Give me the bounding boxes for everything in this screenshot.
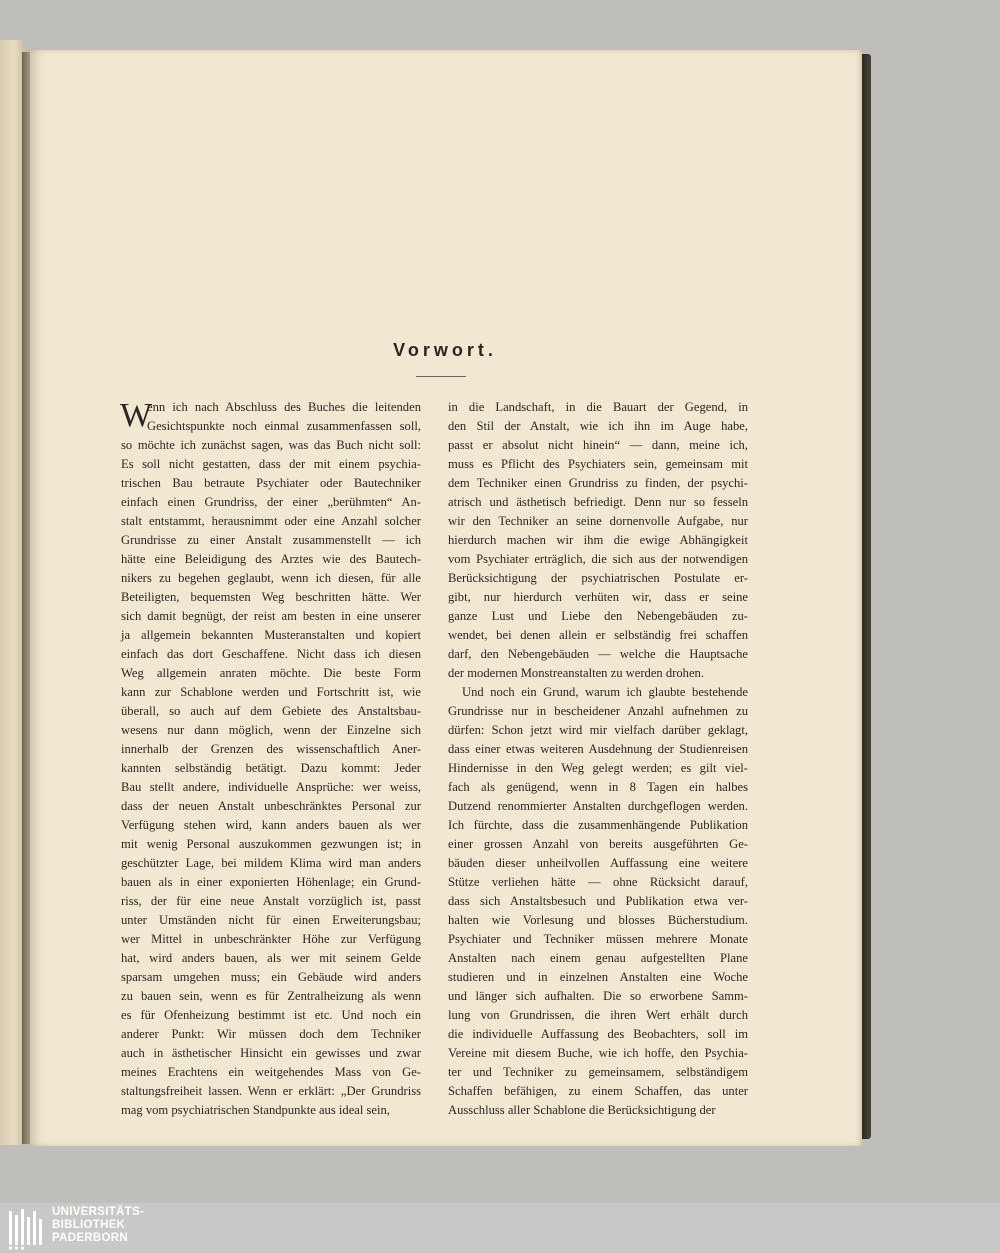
text-line: riss, der für eine neue Anstalt vorzüglich ist, passt [121, 894, 421, 908]
text-line: Es soll nicht gestatten, dass der mit einem psychia- [121, 457, 421, 471]
text-line: Dutzend renommierter Anstalten durchgeflogen werden. [448, 799, 748, 813]
book-gutter [22, 52, 30, 1144]
page-title: Vorwort. [393, 340, 497, 360]
library-name-line: UNIVERSITÄTS- [52, 1206, 145, 1218]
text-line: einfach das dort Geschaffene. Nicht dass ich diesen [121, 647, 421, 661]
text-line: bauen als in einer exponierten Höhenlage; ein Grund- [121, 875, 421, 889]
text-line: geschützter Lage, bei mildem Klima wird man anders [121, 856, 421, 870]
text-line: der modernen Monstreanstalten zu werden drohen. [448, 666, 704, 680]
text-line: enn ich nach Abschluss des Buches die leitenden [147, 400, 421, 414]
text-line: sparsam umgehen muss; ein Gebäude wird anders [121, 970, 421, 984]
text-line: hat, wird anders bauen, als wer mit seinem Gelde [121, 951, 421, 965]
text-line: innerhalb der Grenzen des wissenschaftlich Aner- [121, 742, 421, 756]
text-line: ja allgemein bekannten Musteranstalten und kopiert [121, 628, 421, 642]
text-line: den Stil der Anstalt, wie ich ihn im Auge habe, [448, 419, 748, 433]
text-column-left [121, 398, 421, 1120]
text-line: halten wie Vorlesung und blosses Bücherstudium. [448, 913, 748, 927]
text-line: Grundrisse nur in bescheidener Anzahl aufnehmen zu [448, 704, 748, 718]
text-line: vom Psychiater erträglich, die sich aus der notwendigen [448, 552, 748, 566]
text-line: Und noch ein Grund, warum ich glaubte bestehende [462, 685, 748, 699]
text-line: Ich fürchte, dass die zusammenhängende Publikation [448, 818, 748, 832]
text-line: in die Landschaft, in die Bauart der Gegend, in [448, 400, 748, 414]
library-name [52, 1206, 144, 1245]
text-line: zu bauen sein, wenn es für Zentralheizung als wenn [121, 989, 421, 1003]
text-line: Hindernisse in den Weg gelegt werden; es gilt viel- [448, 761, 748, 775]
text-line: Beteiligten, bequemsten Weg beschritten hätte. Wer [121, 590, 421, 604]
library-name-line: BIBLIOTHEK [52, 1219, 126, 1231]
text-line: lung von Grundrissen, die ihren Wert erhält durch [448, 1008, 748, 1022]
library-logo-icon [6, 1205, 46, 1251]
text-line: trischen Bau betraute Psychiater oder Bautechniker [121, 476, 421, 490]
text-line: dass einer etwas weiteren Ausdehnung der Studienreisen [448, 742, 748, 756]
text-line: einer grossen Anzahl von bereits ausgeführten Ge- [448, 837, 748, 851]
text-line: dürfen: Schon jetzt wird mir vielfach darüber geklagt, [448, 723, 748, 737]
text-line: ter und Techniker zu gemeinsamem, selbständigem [448, 1065, 748, 1079]
text-line: wer Mittel in unbeschränkter Höhe zur Verfügung [121, 932, 421, 946]
text-line: atrisch und ästhetisch befriedigt. Denn nur so fesseln [448, 495, 748, 509]
text-line: studieren und in einzelnen Anstalten eine Woche [448, 970, 748, 984]
text-line: Vereine mit diesem Buche, wie ich hoffe, den Psychia- [448, 1046, 748, 1060]
text-line: passt er absolut nicht hinein“ — dann, meine ich, [448, 438, 748, 452]
text-line: Stütze verliehen hätte — ohne Rücksicht darauf, [448, 875, 748, 889]
text-line: es für Ofenheizung bestimmt ist etc. Und noch ein [121, 1008, 421, 1022]
book-page [28, 50, 862, 1146]
text-line: die individuelle Auffassung des Beobachters, soll im [448, 1027, 748, 1041]
text-line: stalt entstammt, herausnimmt oder eine Anzahl solcher [121, 514, 421, 528]
text-line: gibt, nur hierdurch verhüten wir, dass er seine [448, 590, 748, 604]
text-line: wir den Techniker an seine dornenvolle Aufgabe, nur [448, 514, 748, 528]
text-line: ganze Lust und Liebe den Nebengebäuden zu- [448, 609, 748, 623]
text-line: staltungsfreiheit lassen. Wenn er erklärt: „Der Grundriss [121, 1084, 421, 1098]
text-line: dass der neuen Anstalt unbeschränktes Personal zur [121, 799, 421, 813]
text-line: dem Techniker einen Grundriss zu finden, der psychi- [448, 476, 748, 490]
text-line: Bau stellt andere, individuelle Ansprüche: wer weiss, [121, 780, 421, 794]
text-line: mag vom psychiatrischen Standpunkte aus ideal sein, [121, 1103, 390, 1117]
text-line: Schaffen befähigen, zu einem Schaffen, das unter [448, 1084, 748, 1098]
text-line: Weg allgemein anraten möchte. Die beste Form [121, 666, 421, 680]
text-line: muss es Pflicht des Psychiaters sein, gemeinsam mit [448, 457, 748, 471]
text-line: Grundrisse zu einer Anstalt zusammenstellt — ich [121, 533, 421, 547]
text-line: unter Umständen nicht für einen Erweiterungsbau; [121, 913, 421, 927]
text-line: Berücksichtigung der psychiatrischen Postulate er- [448, 571, 748, 585]
text-line: Ausschluss aller Schablone die Berücksichtigung der [448, 1103, 716, 1117]
text-column-right [448, 398, 748, 1120]
text-line: darf, den Nebengebäuden — welche die Hauptsache [448, 647, 748, 661]
text-line: hierdurch machen wir ihm die ewige Abhängigkeit [448, 533, 748, 547]
text-line: kann zur Schablone werden und Fortschritt ist, wie [121, 685, 421, 699]
footer-bar [0, 1203, 1000, 1253]
text-line: bäuden dieser unheilvollen Auffassung eine weitere [448, 856, 748, 870]
drop-cap: W [120, 397, 153, 434]
text-line: wesens nur dann möglich, wenn der Einzelne sich [121, 723, 421, 737]
text-line: Anstalten nach einem genau aufgestellten Plane [448, 951, 748, 965]
text-line: nikers zu begehen geglaubt, wenn ich diesen, für alle [121, 571, 421, 585]
text-line: hätte eine Beleidigung des Arztes wie des Bautech- [121, 552, 421, 566]
text-line: dass sich Anstaltsbesuch und Publikation etwa ver- [448, 894, 748, 908]
left-page-edge [0, 40, 24, 1145]
text-line: wendet, bei denen allein er selbständig frei schaffen [448, 628, 748, 642]
text-line: Psychiater und Techniker müssen mehrere Monate [448, 932, 748, 946]
text-line: so möchte ich zunächst sagen, was das Buch nicht soll: [121, 438, 421, 452]
text-line: überall, so auch auf dem Gebiete des Anstaltsbau- [121, 704, 421, 718]
text-line: einfach einen Grundriss, der einer „berühmten“ An- [121, 495, 421, 509]
text-line: meines Erachtens ein weitgehendes Mass von Ge- [121, 1065, 421, 1079]
text-line: und länger sich aufhalten. Die so erworbene Samm- [448, 989, 748, 1003]
text-line: auch in ästhetischer Hinsicht ein gewisses und zwar [121, 1046, 421, 1060]
title-divider [416, 376, 466, 377]
text-line: kannten selbständig betätigt. Dazu kommt: Jeder [121, 761, 421, 775]
text-line: sich damit begnügt, der reist am besten in eine unserer [121, 609, 421, 623]
text-line: mit wenig Personal auszukommen gezwungen ist; in [121, 837, 421, 851]
text-line: anderer Punkt: Wir müssen doch dem Techniker [121, 1027, 421, 1041]
text-line: Gesichtspunkte noch einmal zusammenfassen soll, [147, 419, 421, 433]
text-line: Verfügung stehen wird, kann anders bauen als wer [121, 818, 421, 832]
library-name-line: PADERBORN [52, 1232, 128, 1244]
text-line: fach als genügend, wenn in 8 Tagen ein halbes [448, 780, 748, 794]
